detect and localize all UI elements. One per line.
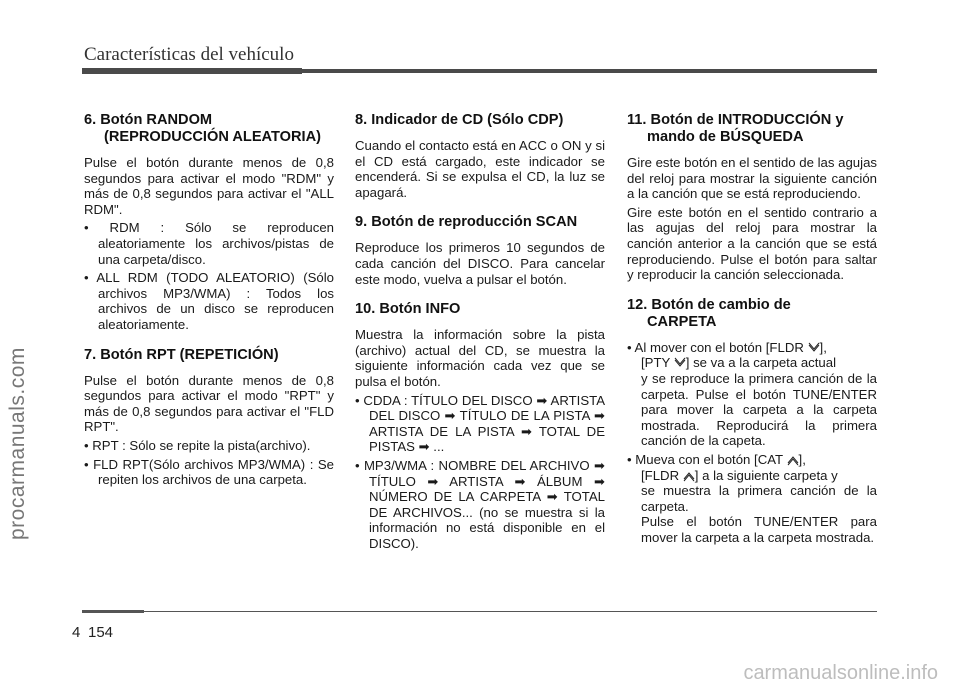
- section-9-title: 9. Botón de reproducción SCAN: [355, 214, 578, 231]
- section-10-title: 10. Botón INFO: [355, 301, 461, 318]
- section-12-bullet-1: • Al mover con el botón [FLDR ], [PTY ] se va a la carpeta actual y se reproduce la primera canción de la carpeta. Pulse el botón TUNE/ENTER para mover la carpeta a la carpeta mostrada. Reproducirá la primera canción de la capeta.: [627, 339, 877, 449]
- section-7-paragraph: Pulse el botón durante menos de 0,8 segundos para activar el modo "RPT" y más de 0,8 segundos para activar el "FLD RPT".: [84, 372, 334, 435]
- section-6-paragraph: Pulse el botón durante menos de 0,8 segundos para activar el modo "RDM" y más de 0,8 segundos para activar el "ALL RDM".: [84, 155, 334, 217]
- page-number: 154: [88, 624, 114, 641]
- section-6-title: 6. Botón RANDOM (REPRODUCCIÓN ALEATORIA): [84, 112, 322, 145]
- side-watermark: procarmanuals.com: [6, 347, 29, 540]
- chevron-up-icon: [787, 454, 799, 466]
- chapter-number: 4: [72, 624, 81, 641]
- section-8-title: 8. Indicador de CD (Sólo CDP): [355, 112, 564, 128]
- section-11-paragraph-2: Gire este botón en el sentido contrario a las agujas del reloj para mostrar la canción anterior a la canción que se está reproduciendo. Pulse el botón para saltar y reproducir la canción seleccionada.: [627, 204, 877, 283]
- section-12-bullet-2: • Mueva con el botón [CAT ], [FLDR ] a la siguiente carpeta y se muestra la primera canción de la carpeta. Pulse el botón TUNE/ENTER para mover la carpeta a la carpeta mostrada.: [627, 451, 877, 545]
- section-6-bullet-2: • ALL RDM (TODO ALEATORIO) (Sólo archivos MP3/WMA) : Todos los archivos de un disco se reproducen aleatoriamente.: [84, 270, 334, 332]
- section-11-title: 11. Botón de INTRODUCCIÓN y mando de BÚSQUEDA: [627, 112, 844, 145]
- section-12-title: 12. Botón de cambio de CARPETA: [627, 296, 791, 330]
- header-title: Características del vehículo: [84, 44, 294, 65]
- section-7-bullet-2: • FLD RPT(Sólo archivos MP3/WMA) : Se repiten los archivos de una carpeta.: [84, 456, 334, 488]
- section-9-paragraph: Reproduce los primeros 10 segundos de cada canción del DISCO. Para cancelar este modo, vuelva a pulsar el botón.: [355, 240, 605, 287]
- section-6-bullet-1: • RDM : Sólo se reproducen aleatoriamente los archivos/pistas de una carpeta/disco.: [84, 220, 334, 267]
- section-7-title: 7. Botón RPT (REPETICIÓN): [84, 346, 279, 363]
- section-10-bullet-1: • CDDA : TÍTULO DEL DISCO ➡ ARTISTA DEL DISCO ➡ TÍTULO DE LA PISTA ➡ ARTISTA DE LA PISTA ➡ TOTAL DE PISTAS ➡ ...: [355, 392, 605, 455]
- column-2: [355, 112, 605, 554]
- chevron-down-icon: [674, 357, 686, 369]
- chevron-down-icon: [808, 342, 820, 354]
- section-10-paragraph: Muestra la información sobre la pista (archivo) actual del CD, se muestra la siguiente información cada vez que se pulsa el botón.: [355, 327, 605, 389]
- column-1: [84, 112, 334, 491]
- header-rule: [82, 69, 877, 73]
- section-7-bullet-1: • RPT : Sólo se repite la pista(archivo).: [84, 437, 311, 453]
- bottom-watermark: carmanualsonline.info: [743, 662, 938, 684]
- section-11-paragraph-1: Gire este botón en el sentido de las agujas del reloj para mostrar la siguiente canción a la canción que se está reproduciendo.: [627, 155, 877, 202]
- section-10-bullet-2: • MP3/WMA : NOMBRE DEL ARCHIVO ➡ TÍTULO ➡ ARTISTA ➡ ÁLBUM ➡ NÚMERO DE LA CARPETA ➡ TOTAL DE ARCHIVOS... (no se muestra si la información no está disponible en el DISCO).: [355, 457, 605, 551]
- footer-rule: [82, 611, 877, 612]
- chevron-up-icon: [683, 470, 695, 482]
- column-3: [627, 112, 877, 548]
- section-8-paragraph: Cuando el contacto está en ACC o ON y si el CD está cargado, este indicador se encenderá. Si se expulsa el CD, la luz se apagará.: [355, 138, 605, 200]
